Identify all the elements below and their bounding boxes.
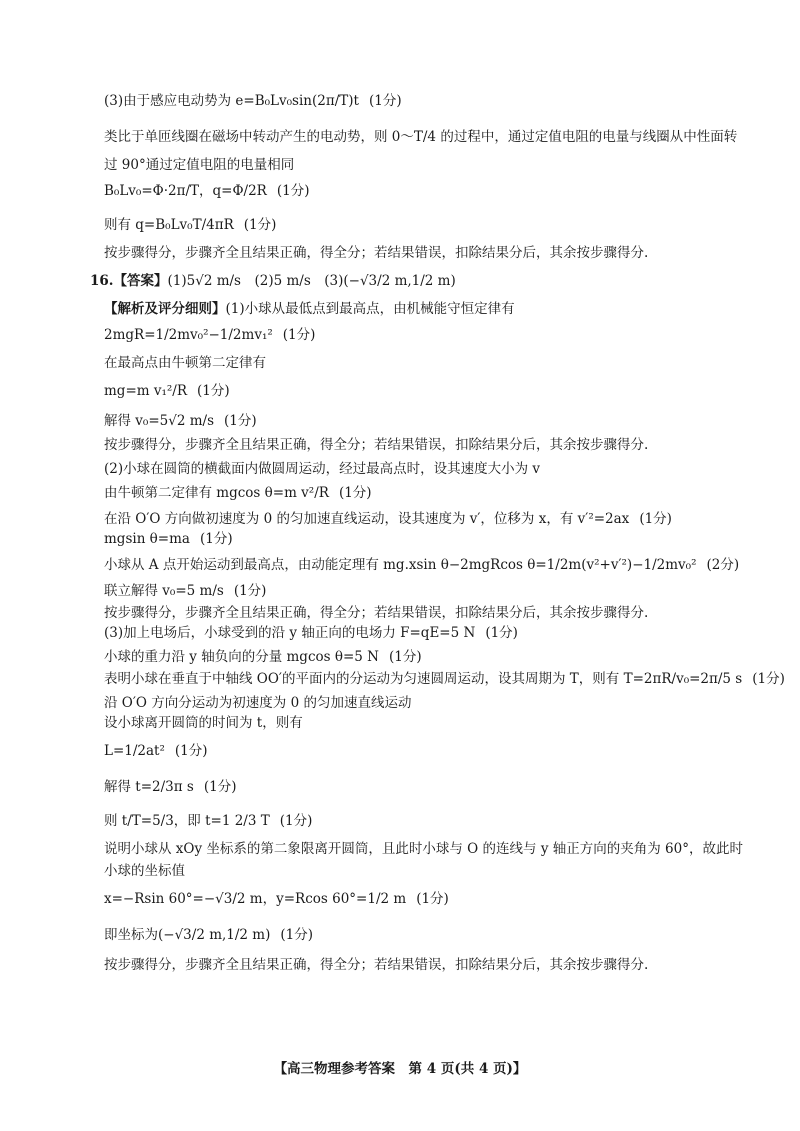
text-line: 小球的坐标值 bbox=[104, 863, 185, 879]
text-line bbox=[104, 926, 313, 944]
text-line: 类比于单匝线圈在磁场中转动产生的电动势，则 0～T/4 的过程中，通过定值电阻的电量与线圈从中性面转 bbox=[104, 129, 738, 145]
text-line bbox=[104, 300, 515, 318]
text-line bbox=[104, 216, 276, 234]
score-label: (1分) bbox=[282, 327, 316, 343]
score-label: (1分) bbox=[639, 511, 672, 527]
analysis-tag: 【解析及评分细则】 bbox=[104, 301, 226, 317]
equation: (3)加上电场后，小球受到的沿 y 轴正向的电场力 F=qE=5 N bbox=[104, 625, 476, 641]
text-line: (2)小球在圆筒的横截面内做圆周运动，经过最高点时，设其速度大小为 v bbox=[104, 461, 541, 477]
score-label: (2分) bbox=[706, 557, 740, 573]
text-line bbox=[104, 742, 208, 760]
text-line bbox=[104, 530, 233, 548]
score-label: (1分) bbox=[197, 383, 230, 399]
answer-text: (1)5√2 m/s (2)5 m/s (3)(−√3/2 m,1/2 m) bbox=[167, 273, 456, 289]
equation: 解得 v₀=5√2 m/s bbox=[104, 413, 214, 429]
text-line bbox=[104, 582, 266, 600]
text-line bbox=[104, 890, 449, 908]
text-line bbox=[104, 812, 312, 830]
answer-tag: 【答案】 bbox=[113, 273, 168, 289]
score-label: (1分) bbox=[276, 183, 310, 199]
score-label: (1分) bbox=[368, 93, 402, 109]
scoring-note: 按步骤得分，步骤齐全且结果正确，得全分；若结果错误，扣除结果分后，其余按步骤得分. bbox=[104, 437, 649, 453]
equation: 在沿 O′O 方向做初速度为 0 的匀加速直线运动，设其速度为 v′，位移为 x，有 v′²=2ax bbox=[104, 511, 630, 527]
score-label: (1分) bbox=[279, 813, 313, 829]
equation: L=1/2at² bbox=[104, 743, 165, 759]
text-line bbox=[104, 778, 236, 796]
score-label: (1分) bbox=[199, 531, 233, 547]
equation: x=−Rsin 60°=−√3/2 m，y=Rcos 60°=1/2 m bbox=[104, 891, 407, 907]
equation: 解得 t=2/3π s bbox=[104, 779, 194, 795]
equation: mgsin θ=ma bbox=[104, 531, 190, 547]
text-line bbox=[104, 556, 739, 574]
score-label: (1分) bbox=[485, 625, 518, 641]
equation: 则有 q=B₀Lv₀T/4πR bbox=[104, 217, 234, 233]
text-line: 过 90°通过定值电阻的电量相同 bbox=[104, 157, 295, 173]
text-line: 说明小球从 xOy 坐标系的第二象限离开圆筒，且此时小球与 O 的连线与 y 轴正方向的夹角为 60°，故此时 bbox=[104, 841, 743, 857]
equation: 即坐标为(−√3/2 m,1/2 m) bbox=[104, 927, 271, 943]
score-label: (1分) bbox=[174, 743, 208, 759]
text-line bbox=[104, 382, 230, 400]
analysis-text: (1)小球从最低点到最高点，由机械能守恒定律有 bbox=[225, 301, 515, 317]
equation: B₀Lv₀=Φ·2π/T，q=Φ/2R bbox=[104, 183, 267, 199]
text-line bbox=[104, 510, 672, 528]
equation: (3)由于感应电动势为 e=B₀Lv₀sin(2π/T)t bbox=[104, 93, 359, 109]
score-label: (1分) bbox=[752, 671, 785, 687]
text-line bbox=[104, 484, 372, 502]
equation: 小球的重力沿 y 轴负向的分量 mgcos θ=5 N bbox=[104, 649, 379, 665]
text-line: 设小球离开圆筒的时间为 t，则有 bbox=[104, 715, 303, 731]
text-line bbox=[104, 648, 422, 666]
score-label: (1分) bbox=[243, 217, 277, 233]
text-line bbox=[104, 92, 402, 110]
equation: 表明小球在垂直于中轴线 OO′的平面内的分运动为匀速圆周运动，设其周期为 T，则有 T=2πR/v₀=2π/5 s bbox=[104, 671, 743, 687]
text-line: 在最高点由牛顿第二定律有 bbox=[104, 355, 266, 371]
score-label: (1分) bbox=[203, 779, 237, 795]
score-label: (1分) bbox=[233, 583, 267, 599]
question-answer bbox=[90, 272, 456, 290]
score-label: (1分) bbox=[338, 485, 372, 501]
text-line bbox=[104, 326, 315, 344]
page-footer: 【高三物理参考答案 第 4 页(共 4 页)】 bbox=[273, 1061, 527, 1077]
question-number: 16. bbox=[90, 273, 114, 289]
text-line: 沿 O′O 方向分运动为初速度为 0 的匀加速直线运动 bbox=[104, 695, 412, 711]
equation: 小球从 A 点开始运动到最高点，由动能定理有 mg.xsin θ−2mgRcos θ=1/2m(v²+v′²)−1/2mv₀² bbox=[104, 557, 697, 573]
equation: mg=m v₁²/R bbox=[104, 383, 188, 399]
score-label: (1分) bbox=[224, 413, 257, 429]
scoring-note: 按步骤得分，步骤齐全且结果正确，得全分；若结果错误，扣除结果分后，其余按步骤得分. bbox=[104, 605, 649, 621]
score-label: (1分) bbox=[280, 927, 314, 943]
scoring-note: 按步骤得分，步骤齐全且结果正确，得全分；若结果错误，扣除结果分后，其余按步骤得分. bbox=[104, 245, 649, 261]
text-line bbox=[104, 670, 785, 688]
score-label: (1分) bbox=[388, 649, 422, 665]
text-line bbox=[104, 624, 518, 642]
equation: 则 t/T=5/3，即 t=1 2/3 T bbox=[104, 813, 270, 829]
text-line bbox=[104, 182, 309, 200]
score-label: (1分) bbox=[416, 891, 449, 907]
scoring-note: 按步骤得分，步骤齐全且结果正确，得全分；若结果错误，扣除结果分后，其余按步骤得分. bbox=[104, 957, 649, 973]
equation: 2mgR=1/2mv₀²−1/2mv₁² bbox=[104, 327, 273, 343]
text-line bbox=[104, 412, 257, 430]
equation: 由牛顿第二定律有 mgcos θ=m v²/R bbox=[104, 485, 329, 501]
equation: 联立解得 v₀=5 m/s bbox=[104, 583, 224, 599]
